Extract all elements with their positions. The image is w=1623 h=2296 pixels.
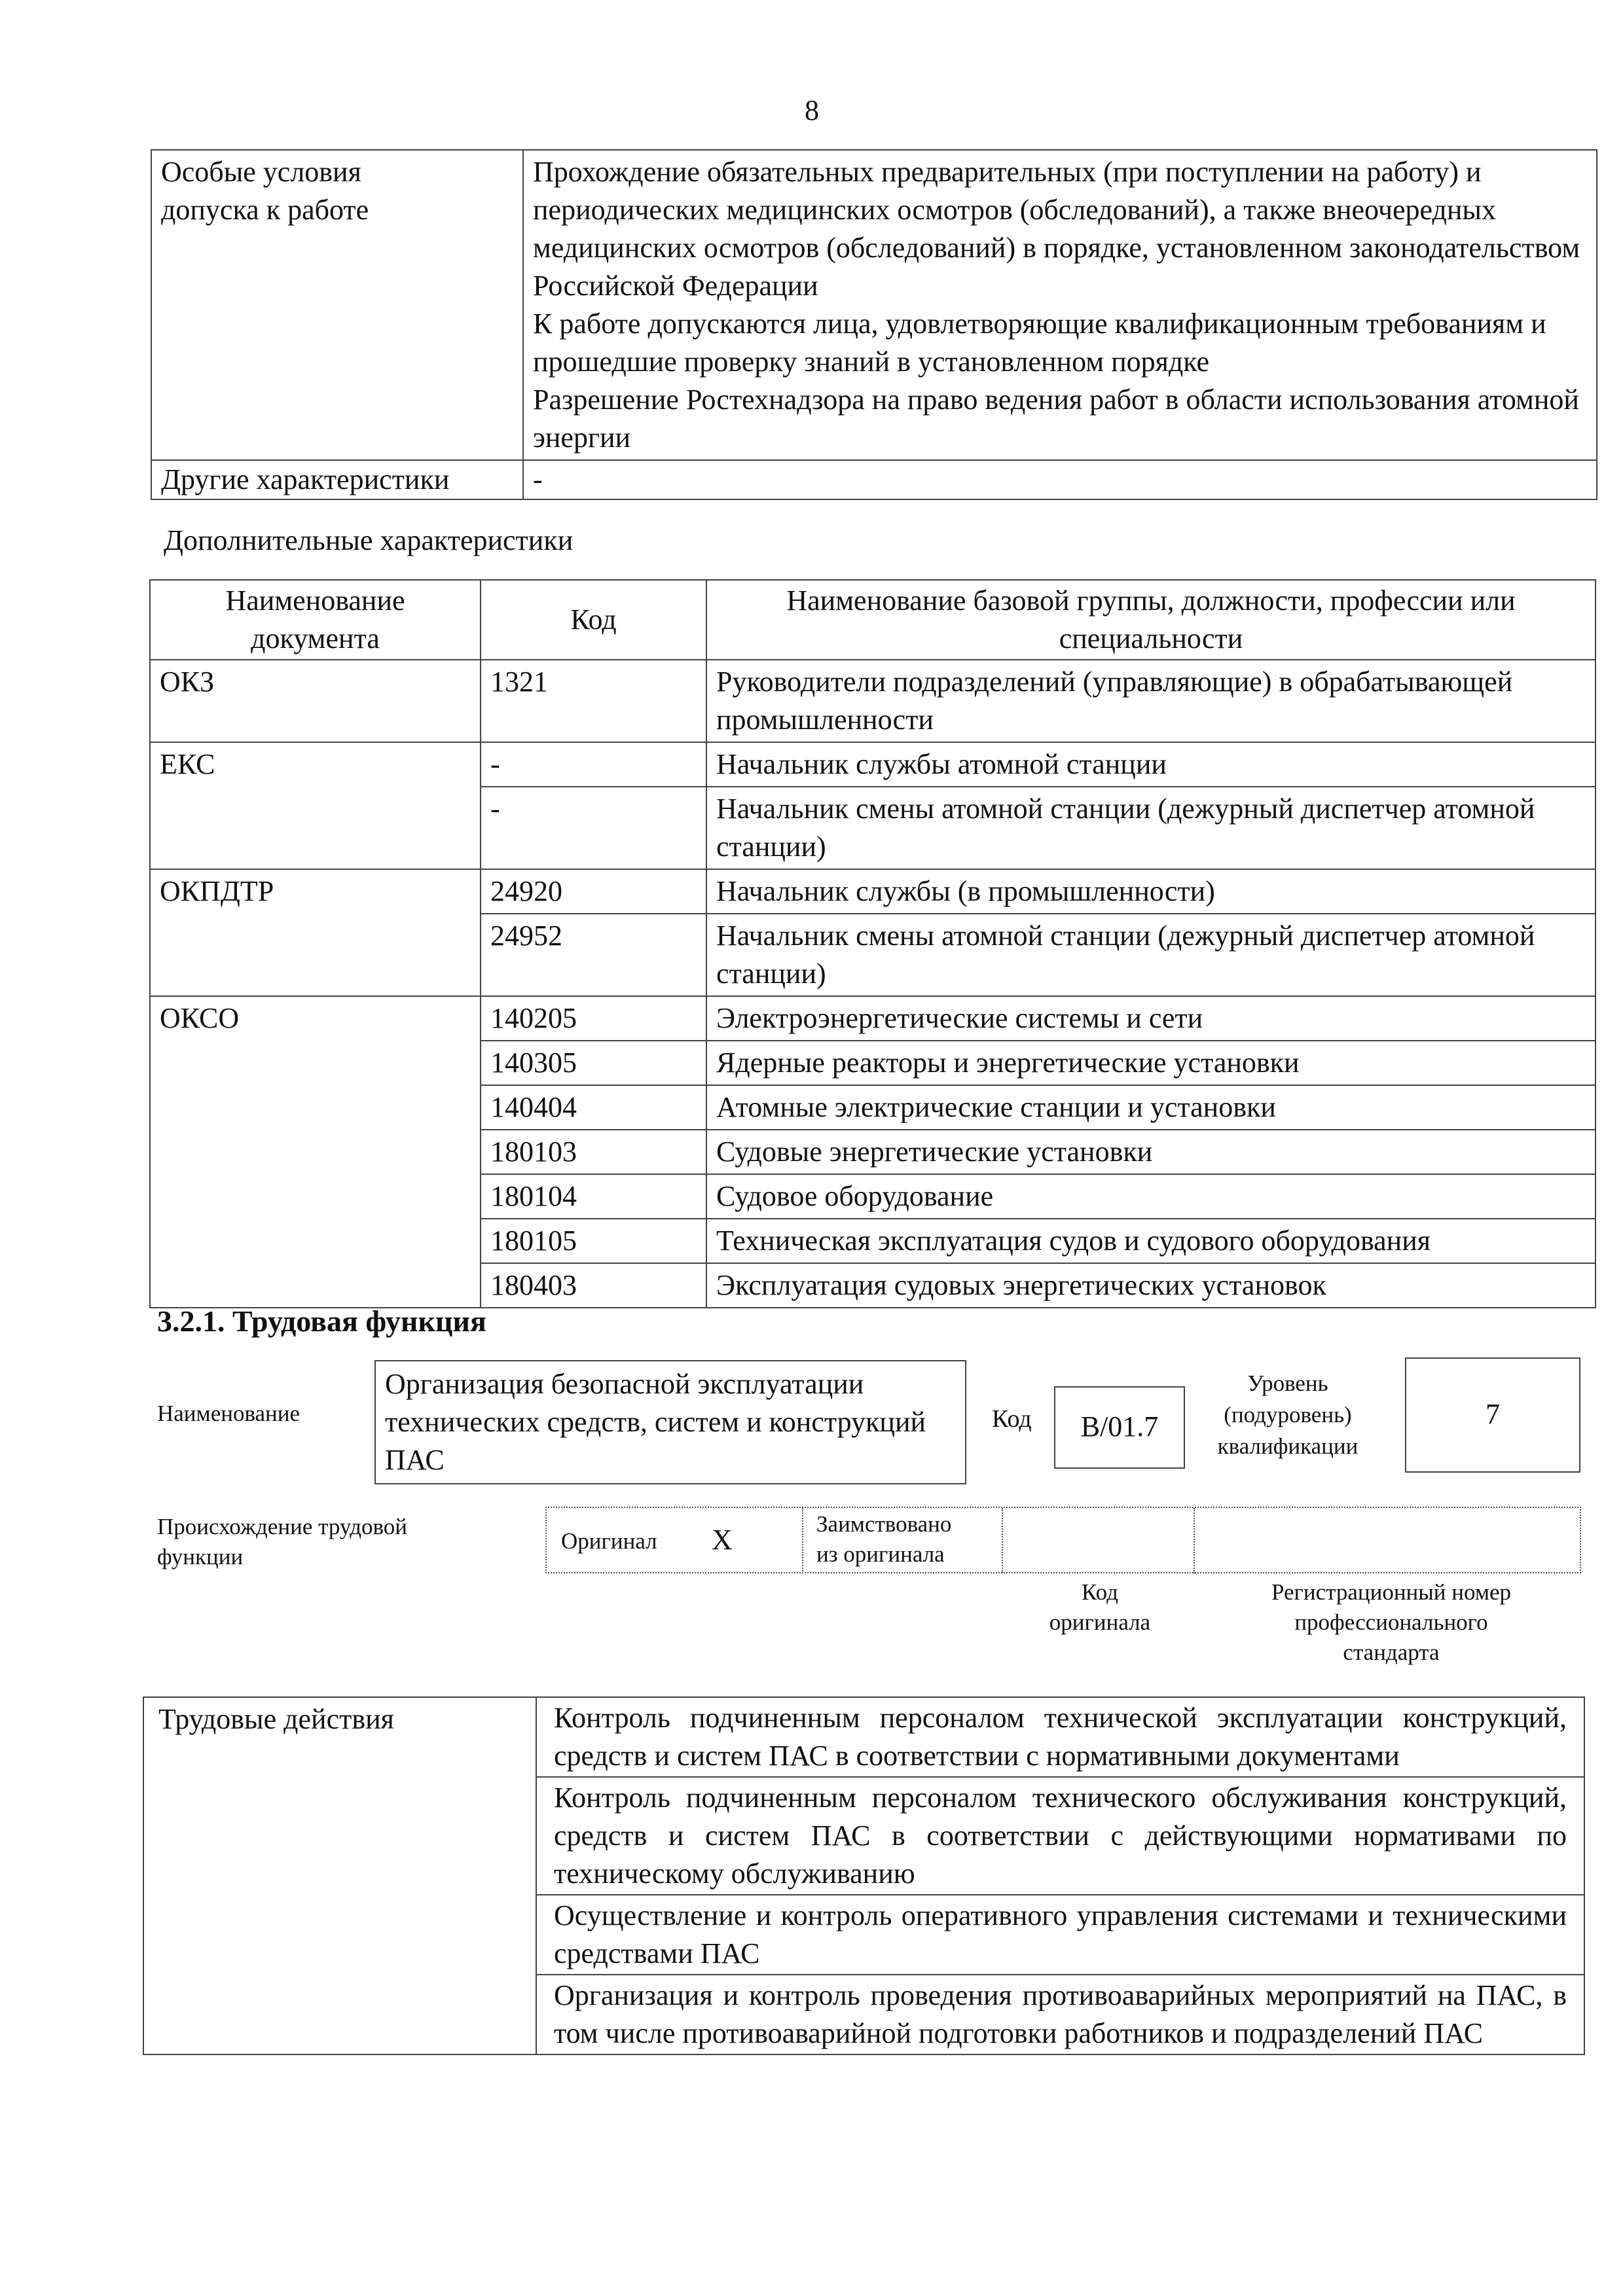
action-item: Контроль подчиненным персоналом технической эксплуатации конструкций, средств и систем ПАС в соответствии с нормативными документами	[536, 1697, 1584, 1777]
code-cell: 180104	[481, 1174, 706, 1219]
header-code: Код	[481, 580, 706, 660]
code-cell: 140205	[481, 996, 706, 1041]
origin-box	[545, 1507, 1581, 1573]
original-label: Оригинал	[561, 1528, 657, 1554]
action-item: Организация и контроль проведения противоаварийных мероприятий на ПАС, в том числе противоаварийной подготовки работников и подразделений ПАС	[536, 1975, 1584, 2054]
table-row	[151, 150, 1597, 460]
table-row	[150, 742, 1596, 787]
code-cell: 180403	[481, 1263, 706, 1308]
conditions-table	[151, 149, 1597, 500]
name-cell: Начальник смены атомной станции (дежурный диспетчер атомной станции)	[706, 914, 1596, 996]
other-label: Другие характеристики	[151, 460, 523, 499]
code-box	[1054, 1386, 1185, 1469]
origin-label: Происхождение трудовой функции	[157, 1514, 408, 1570]
action-item: Контроль подчиненным персоналом технического обслуживания конструкций, средств и систем ПАС в соответствии с действующими нормативами по техническому обслуживанию	[536, 1777, 1584, 1895]
level-label: Уровень (подуровень) квалификации	[1217, 1371, 1359, 1459]
original-mark: X	[712, 1524, 733, 1556]
code-cell: 1321	[481, 660, 706, 742]
other-value: -	[523, 460, 1597, 499]
code-cell: 140305	[481, 1041, 706, 1085]
action-item: Осуществление и контроль оперативного управления системами и техническими средствами ПАС	[536, 1895, 1584, 1975]
function-name: Организация безопасной эксплуатации технических средств, систем и конструкций ПАС	[385, 1368, 926, 1476]
divider	[1002, 1508, 1003, 1573]
additional-title: Дополнительные характеристики	[164, 524, 574, 556]
code-cell: -	[481, 787, 706, 869]
function-name-box	[374, 1360, 966, 1484]
doc-cell: ОКЗ	[150, 660, 481, 742]
code-cell: 180103	[481, 1130, 706, 1174]
name-cell: Судовое оборудование	[706, 1174, 1596, 1219]
page-number: 8	[805, 94, 819, 126]
table-row	[150, 660, 1596, 742]
name-cell: Начальник смены атомной станции (дежурный диспетчер атомной станции)	[706, 787, 1596, 869]
name-cell: Начальник службы атомной станции	[706, 742, 1596, 787]
reg-number-label: Регистрационный номер профессионального стандарта	[1271, 1579, 1512, 1665]
section-heading: 3.2.1. Трудовая функция	[157, 1304, 486, 1338]
header-group-name: Наименование базовой группы, должности, профессии или специальности	[706, 580, 1596, 660]
code-cell: 140404	[481, 1085, 706, 1130]
name-cell: Электроэнергетические системы и сети	[706, 996, 1596, 1041]
actions-table	[143, 1696, 1585, 2055]
function-code: В/01.7	[1080, 1410, 1159, 1443]
code-label: Код	[992, 1405, 1032, 1433]
code-cell: 24952	[481, 914, 706, 996]
table-row	[151, 460, 1597, 499]
table-row	[143, 1697, 1584, 1777]
name-cell: Атомные электрические станции и установки	[706, 1085, 1596, 1130]
divider	[802, 1508, 803, 1573]
name-label: Наименование	[157, 1401, 301, 1426]
table-row	[150, 869, 1596, 914]
doc-cell: ОКПДТР	[150, 869, 481, 996]
conditions-value: Прохождение обязательных предварительных (при поступлении на работу) и периодических медицинских осмотров (обследований), а также внеочередных медицинских осмотров (обследований) в порядке, установленном законодательством Российской Федерации К работе допускаются лица, удовлетворяющие квалификационным требованиям и прошедшие проверку знаний в установленном порядке Разрешение Ростехнадзора на право ведения работ в области использования атомной энергии	[523, 150, 1597, 460]
table-header-row	[150, 580, 1596, 660]
doc-cell: ЕКС	[150, 742, 481, 869]
name-cell: Ядерные реакторы и энергетические установки	[706, 1041, 1596, 1085]
divider	[1194, 1508, 1195, 1573]
level-value: 7	[1486, 1398, 1500, 1430]
doc-cell: ОКСО	[150, 996, 481, 1308]
code-cell: -	[481, 742, 706, 787]
code-cell: 24920	[481, 869, 706, 914]
additional-table	[149, 579, 1596, 1308]
header-document: Наименование документа	[150, 580, 481, 660]
name-cell: Эксплуатация судовых энергетических установок	[706, 1263, 1596, 1308]
borrowed-label: Заимствовано из оригинала	[816, 1511, 952, 1567]
level-box	[1405, 1357, 1580, 1473]
name-cell: Техническая эксплуатация судов и судового оборудования	[706, 1219, 1596, 1263]
actions-label: Трудовые действия	[143, 1697, 536, 2054]
name-cell: Руководители подразделений (управляющие) в обрабатывающей промышленности	[706, 660, 1596, 742]
table-row	[150, 996, 1596, 1041]
code-original-label: Код оригинала	[1049, 1579, 1151, 1635]
code-cell: 180105	[481, 1219, 706, 1263]
conditions-label: Особые условия допуска к работе	[151, 150, 523, 460]
name-cell: Судовые энергетические установки	[706, 1130, 1596, 1174]
name-cell: Начальник службы (в промышленности)	[706, 869, 1596, 914]
